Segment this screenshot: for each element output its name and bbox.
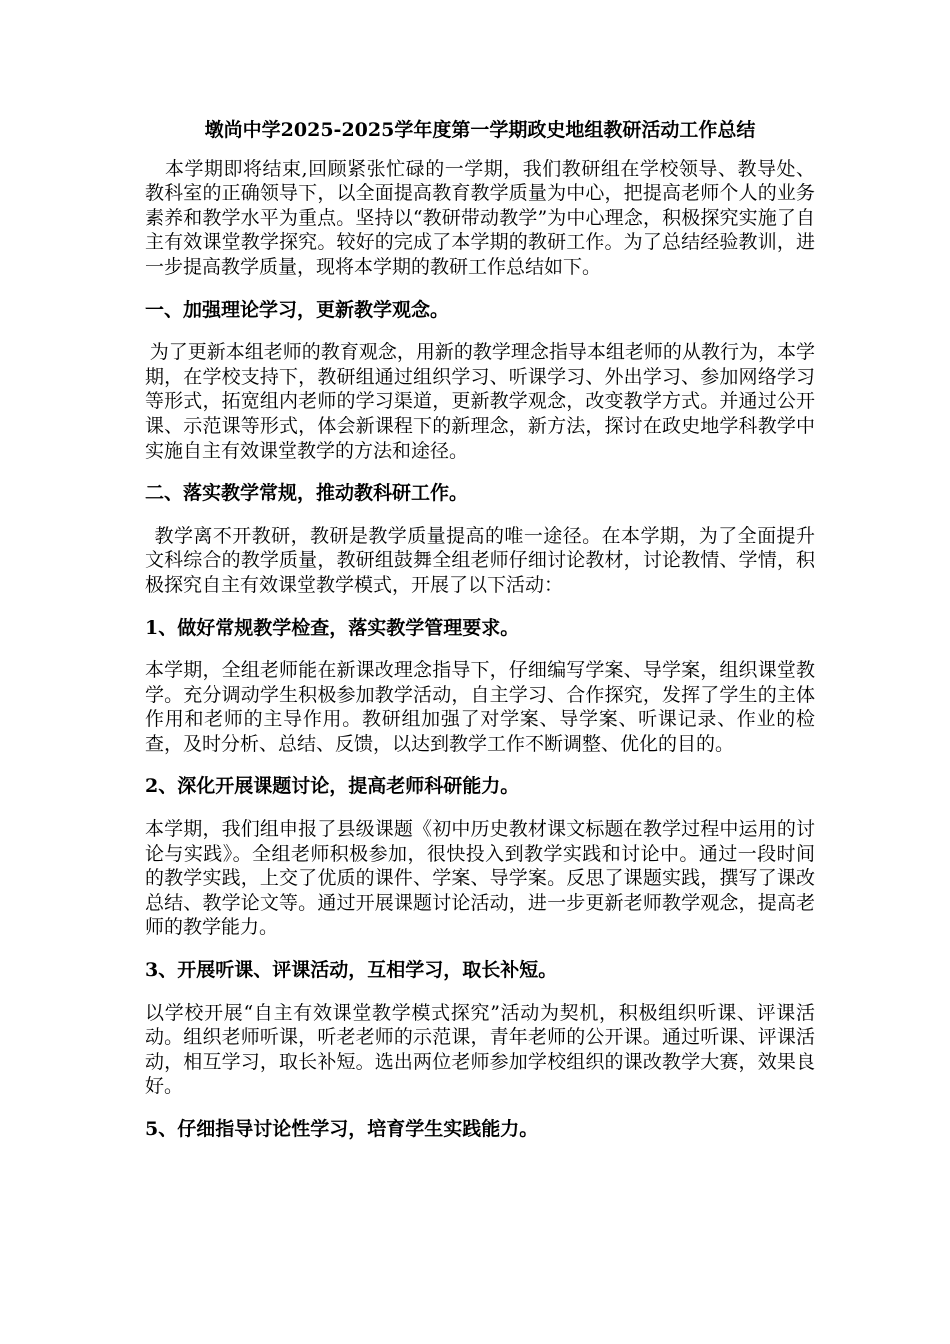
item-heading-2: 2、深化开展课题讨论，提高老师科研能力。 — [145, 775, 520, 798]
item-heading-3: 3、开展听课、评课活动，互相学习，取长补短。 — [145, 959, 558, 982]
section-heading-2: 二、落实教学常规，推动教科研工作。 — [145, 482, 469, 505]
intro-paragraph: 本学期即将结束,回顾紧张忙碌的一学期，我们教研组在学校领导、教导处、教科室的正确领导下，以全面提高教育教学质量为中心，把提高老师个人的业务素养和教学水平为重点。坚持以“教研带动教学”为中心理念，积极探究实施了自主有效课堂教学探究。较好的完成了本学期的教研工作。为了总结经验教训，进一步提高教学质量，现将本学期的教研工作总结如下。 — [145, 157, 815, 278]
section-body-1: 为了更新本组老师的教育观念，用新的教学理念指导本组老师的从教行为，本学期，在学校支持下，教研组通过组织学习、听课学习、外出学习、参加网络学习等形式，拓宽组内老师的学习渠道，更新教学观念，改变教学方式。并通过公开课、示范课等形式，体会新课程下的新理念，新方法，探讨在政史地学科教学中实施自主有效课堂教学的方法和途径。 — [145, 341, 815, 462]
item-body-1: 本学期，全组老师能在新课改理念指导下，仔细编写学案、导学案，组织课堂教学。充分调动学生积极参加教学活动，自主学习、合作探究，发挥了学生的主体作用和老师的主导作用。教研组加强了对学案、导学案、听课记录、作业的检查，及时分析、总结、反馈，以达到教学工作不断调整、优化的目的。 — [145, 659, 815, 755]
document-title: 墩尚中学2025-2025学年度第一学期政史地组教研活动工作总结 — [204, 119, 756, 141]
document-page — [145, 118, 815, 1160]
item-heading-1: 1、做好常规教学检查，落实教学管理要求。 — [145, 616, 520, 639]
item-body-2: 本学期，我们组申报了县级课题《初中历史教材课文标题在教学过程中运用的讨论与实践》。全组老师积极参加，很快投入到教学实践和讨论中。通过一段时间的教学实践，上交了优质的课件、学案、导学案。反思了课题实践，撰写了课改总结、教学论文等。通过开展课题讨论活动，进一步更新老师教学观念，提高老师的教学能力。 — [145, 818, 815, 939]
item-body-3: 以学校开展“自主有效课堂教学模式探究”活动为契机，积极组织听课、评课活动。组织老师听课，听老老师的示范课，青年老师的公开课。通过听课、评课活动，相互学习，取长补短。选出两位老师参加学校组织的课改教学大赛，效果良好。 — [145, 1001, 815, 1098]
section-heading-1: 一、加强理论学习，更新教学观念。 — [145, 298, 450, 321]
item-heading-5: 5、仔细指导讨论性学习，培育学生实践能力。 — [145, 1118, 539, 1140]
section-body-2: 教学离不开教研，教研是教学质量提高的唯一途径。在本学期，为了全面提升文科综合的教学质量，教研组鼓舞全组老师仔细讨论教材，讨论教情、学情，积极探究自主有效课堂教学模式，开展了以下活动： — [145, 524, 815, 596]
